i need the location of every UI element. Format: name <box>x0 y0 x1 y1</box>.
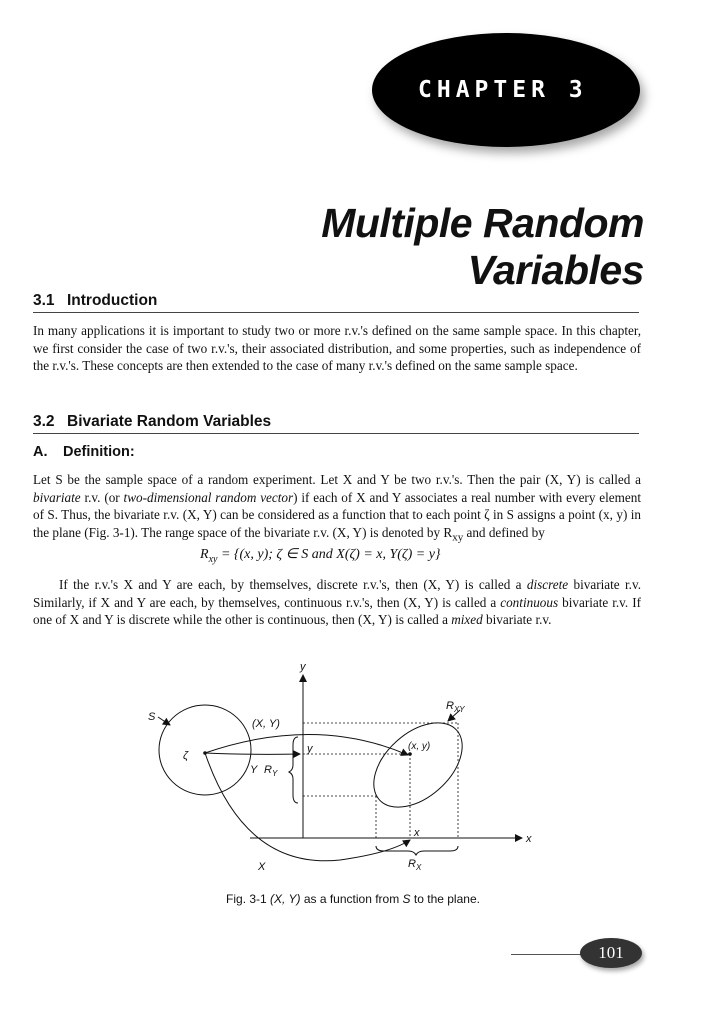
y-tick-label: y <box>307 743 313 755</box>
rx-brace <box>376 846 458 855</box>
text-run: bivariate r.v. <box>482 612 552 627</box>
ry-letter: R <box>264 764 272 776</box>
xy-point <box>408 752 412 756</box>
chapter-label: CHAPTER 3 <box>418 77 588 103</box>
x-mapping-curve <box>205 753 410 861</box>
section-title: Introduction <box>67 292 158 309</box>
xy-map-label: (X, Y) <box>252 718 280 730</box>
x-axis-label: x <box>526 833 532 845</box>
chapter-badge <box>372 33 640 147</box>
y-axis-label: y <box>300 661 306 673</box>
caption-suffix: to the plane. <box>410 892 480 906</box>
page-number: 101 <box>598 943 624 962</box>
text-run: r.v. (or <box>80 489 124 505</box>
subsection-heading-definition <box>33 444 135 460</box>
term-random-vector: two-dimensional random vector <box>123 489 294 505</box>
zeta-label: ζ <box>183 750 189 762</box>
equation-rhs: = {(x, y); ζ ∈ S and X(ζ) = x, Y(ζ) = y} <box>217 547 441 562</box>
s-pointer <box>158 717 170 725</box>
section-title: Bivariate Random Variables <box>67 413 272 430</box>
caption-xy: (X, Y) <box>270 892 301 906</box>
ry-label <box>264 764 278 778</box>
classification-paragraph <box>33 576 641 629</box>
x-map-label: X <box>258 861 266 873</box>
subsection-letter: A. <box>33 444 48 460</box>
zeta-point <box>203 751 207 755</box>
term-bivariate: bivariate <box>33 489 81 505</box>
text-run: and defined by <box>463 524 545 540</box>
caption-mid: as a function from <box>300 892 403 906</box>
paragraph-text: In many applications it is important to study two or more r.v.'s defined on the same sample space. In this chapter, we first consider the case of two r.v.'s, their associated distribution, and some properties, such as independence of the r.v.'s. These concepts are then extended to the case of many r.v.'s defined on the same sample space. <box>33 323 641 373</box>
text-run: bivariate r.v. If one of X and Y is discrete while the other is continuous, then (X, Y) is called a <box>33 594 641 627</box>
ry-brace <box>289 737 298 803</box>
rx-label <box>408 858 422 872</box>
section-number: 3.2 <box>33 413 55 430</box>
page-number-badge <box>580 938 642 968</box>
rx-letter: R <box>408 858 416 870</box>
figure-3-1 <box>140 655 540 887</box>
range-space-equation <box>200 546 441 565</box>
section-heading-bivariate <box>33 413 639 434</box>
point-label: (x, y) <box>408 741 431 752</box>
definition-paragraph <box>33 471 641 547</box>
y-mapping-line <box>205 753 300 754</box>
rxy-subscript: XY <box>453 705 465 714</box>
sample-space-ellipse <box>159 705 251 795</box>
section-heading-introduction <box>33 292 639 313</box>
term-mixed: mixed <box>451 612 483 627</box>
subscript: xy <box>452 531 464 544</box>
equation-lhs: R <box>200 547 209 562</box>
s-label: S <box>148 711 156 723</box>
introduction-paragraph <box>33 322 641 375</box>
y-map-label: Y <box>250 764 258 776</box>
x-tick-label: x <box>414 827 420 839</box>
page-title: Multiple Random Variables <box>321 200 644 293</box>
rxy-letter: R <box>446 700 454 712</box>
ry-subscript: Y <box>271 769 278 778</box>
text-run: If the r.v.'s X and Y are each, by themselves, discrete r.v.'s, then (X, Y) is called a <box>59 577 527 592</box>
term-continuous: continuous <box>500 594 559 610</box>
subsection-title: Definition: <box>63 444 135 460</box>
text-run: ) if each of X and Y associates a real number with every element of S. Thus, the bivariate r.v. (X, Y) can be considered as a function that to each point ζ in S assigns a point (x, y) in the plane (Fig. 3-1). The range space of the bivariate r.v. (X, Y) is denoted by R <box>33 489 641 540</box>
caption-s: S <box>402 892 411 906</box>
text-run: bivariate r.v. Similarly, if X and Y are each, by themselves, continuous r.v.'s, then (X, Y) is called a <box>33 577 641 610</box>
rx-subscript: X <box>415 863 422 872</box>
page-number-rule <box>511 954 581 955</box>
section-number: 3.1 <box>33 292 55 309</box>
term-discrete: discrete <box>526 577 569 592</box>
caption-prefix: Fig. 3-1 <box>226 892 271 906</box>
equation-subscript: xy <box>208 553 218 565</box>
text-run: Let S be the sample space of a random experiment. Let X and Y be two r.v.'s. Then the pair (X, Y) is called a <box>33 472 641 487</box>
figure-caption <box>0 892 706 906</box>
rxy-label <box>446 700 465 714</box>
range-space-ellipse <box>358 706 478 823</box>
